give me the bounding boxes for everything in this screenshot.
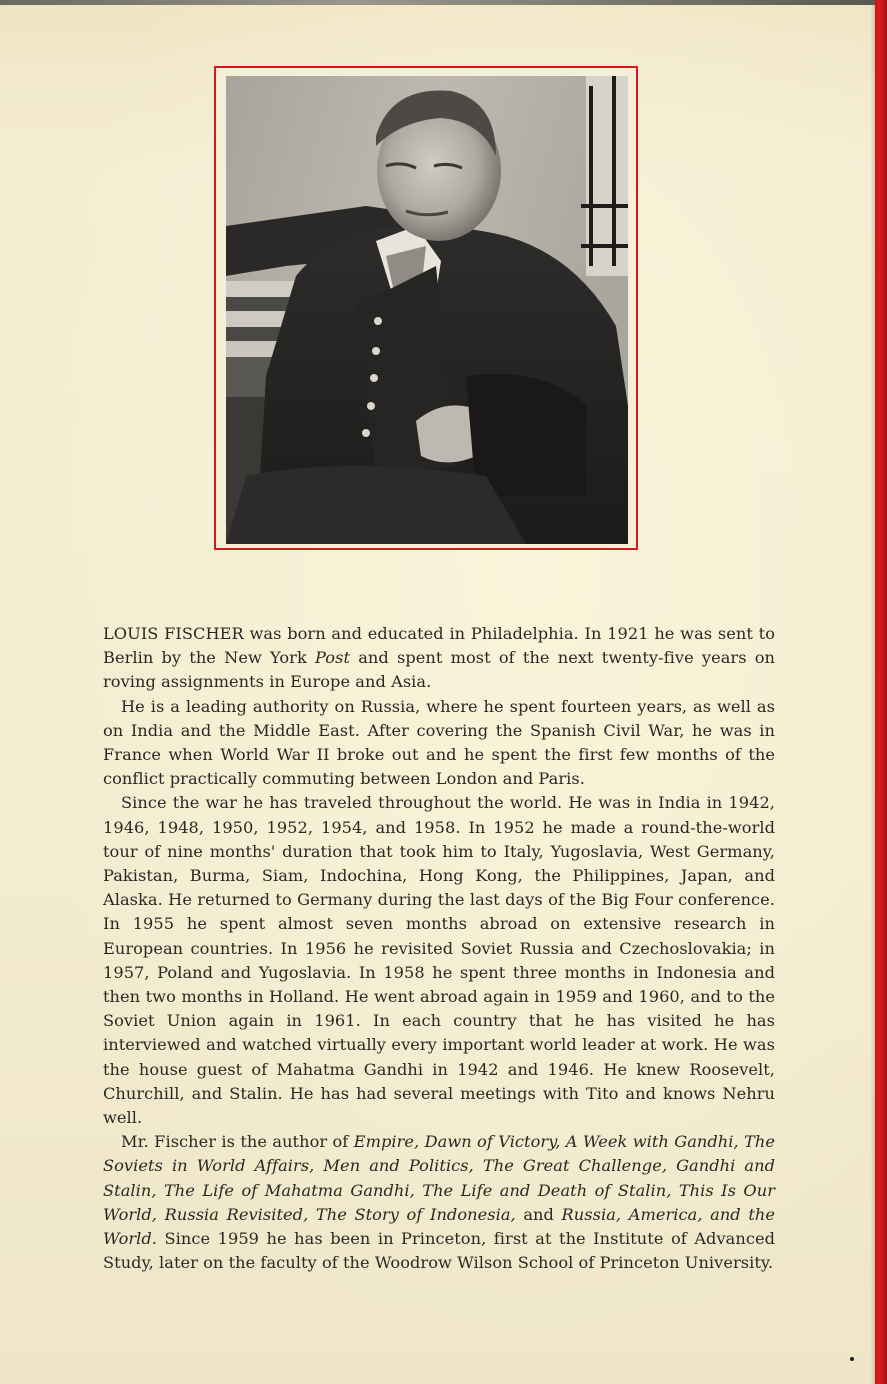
author-portrait-image xyxy=(226,76,628,544)
author-photo xyxy=(226,76,628,544)
paper-speck xyxy=(850,1357,854,1361)
book-titles: Empire, Dawn of Victory, A Week with Gandhi, The Soviets in World Affairs, Men and Politics, The Great Challenge, Gandhi and Stalin, The Life of Mahatma Gandhi, The Life and Death of Stalin, This Is Our World, Russia Revisited, The Story of Indonesia, xyxy=(103,1132,776,1224)
book-title-last: Russia, America, and the World. xyxy=(103,1204,775,1249)
red-spine-strip xyxy=(875,0,887,1384)
newspaper-title: Post xyxy=(315,648,351,668)
author-photo-frame xyxy=(214,66,638,550)
bio-paragraph-1: LOUIS FISCHER was born and educated in Philadelphia. In 1921 he was sent to Berlin by the New York Post and spent most of the next twenty-five years on roving assignments in Europe and Asia. xyxy=(103,624,776,692)
author-name: LOUIS FISCHER xyxy=(103,624,244,643)
bio-paragraph-4: Mr. Fischer is the author of Empire, Dawn of Victory, A Week with Gandhi, The Soviets in World Affairs, Men and Politics, The Great Challenge, Gandhi and Stalin, The Life of Mahatma Gandhi, The Life and Death of Stalin, This Is Our World, Russia Revisited, The Story of Indonesia, and Russia, America, and the World. Since 1959 he has been in Princeton, first at the Institute of Advanced Study, later on the faculty of the Woodrow Wilson School of Princeton University. xyxy=(103,1132,776,1273)
top-edge xyxy=(0,0,887,5)
bio-paragraph-2: He is a leading authority on Russia, where he spent fourteen years, as well as on India and the Middle East. After covering the Spanish Civil War, he was in France when World War II broke out and he spent the first few months of the conflict practically commuting between London and Paris. xyxy=(103,696,775,789)
author-biography xyxy=(103,622,775,1275)
bio-paragraph-3: Since the war he has traveled throughout the world. He was in India in 1942, 1946, 1948, 1950, 1952, 1954, and 1958. In 1952 he made a round-the-world tour of nine months' duration that took him to Italy, Yugoslavia, West Germany, Pakistan, Burma, Siam, Indochina, Hong Kong, the Philippines, Japan, and Alaska. He returned to Germany during the last days of the Big Four conference. In 1955 he spent almost seven months abroad on extensive research in European countries. In 1956 he revisited Soviet Russia and Czechoslovakia; in 1957, Poland and Yugoslavia. In 1958 he spent three months in Indonesia and then two months in Holland. He went abroad again in 1959 and 1960, and to the Soviet Union again in 1961. In each country that he has visited he has interviewed and watched virtually every important world leader at work. He was the house guest of Mahatma Gandhi in 1942 and 1946. He knew Roosevelt, Churchill, and Stalin. He has had several meetings with Tito and knows Nehru well. xyxy=(103,793,775,1128)
